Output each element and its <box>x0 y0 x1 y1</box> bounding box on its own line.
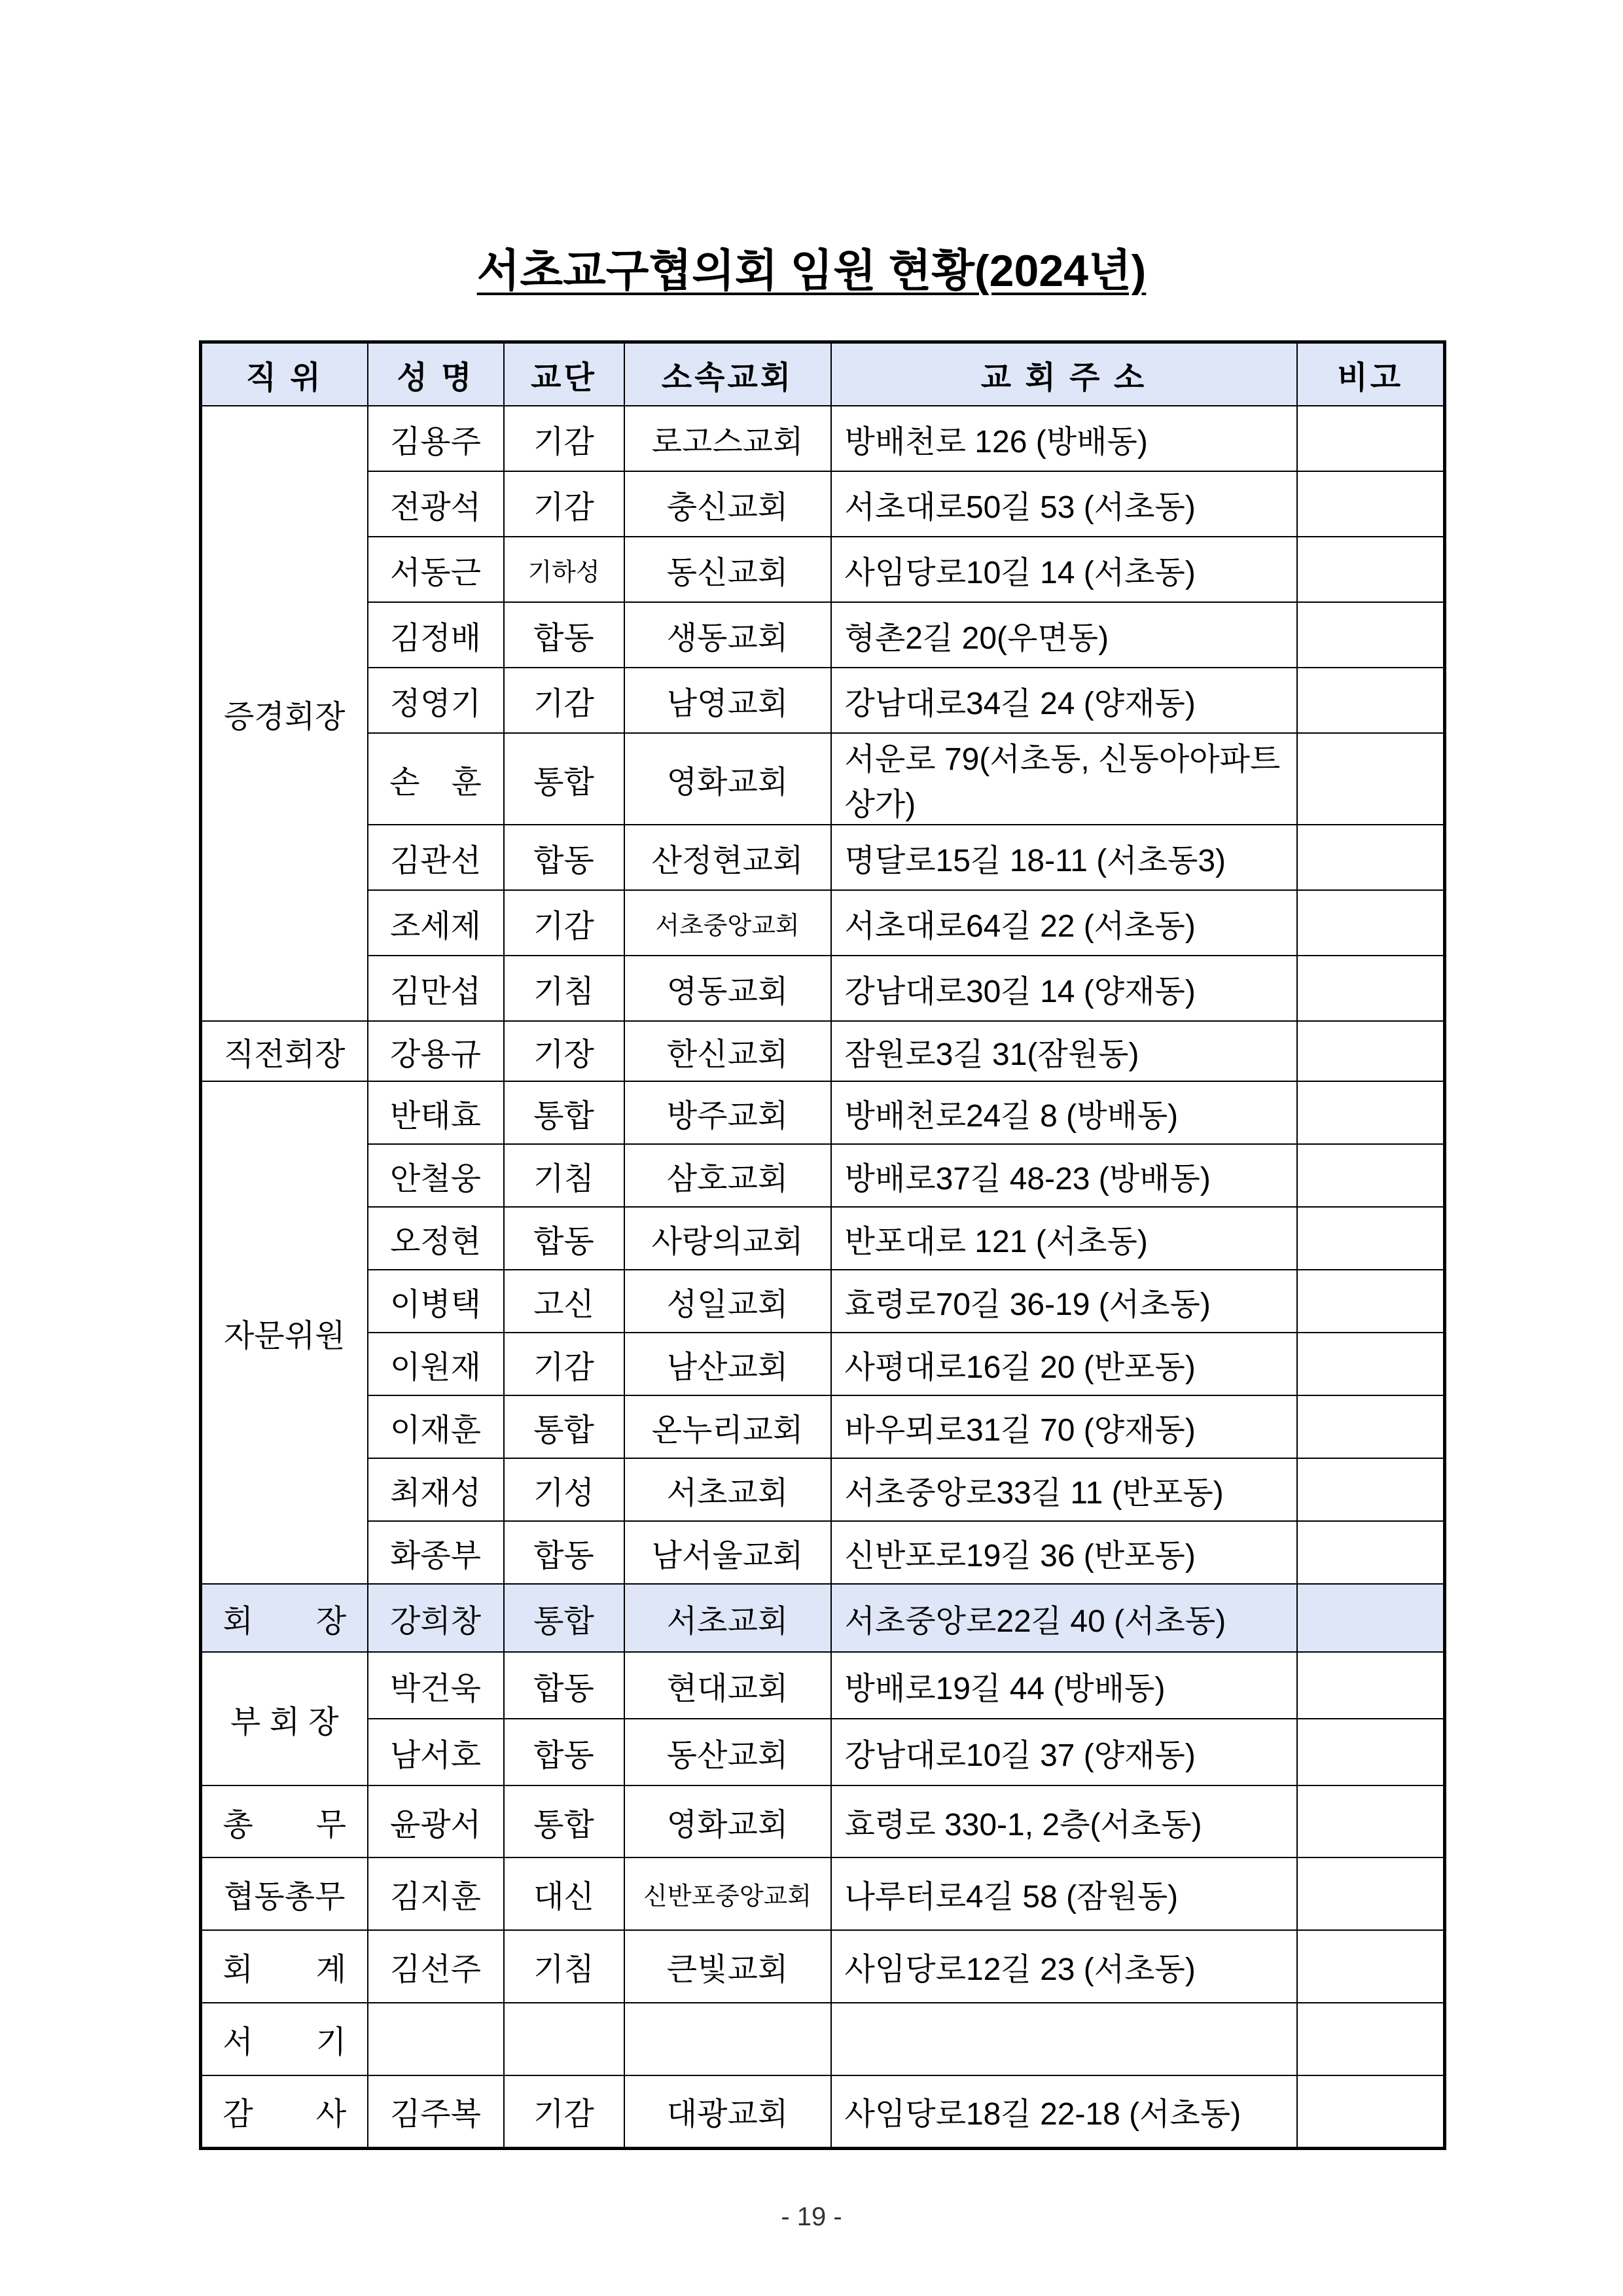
table-row <box>201 890 1445 956</box>
address-cell: 서초대로64길 22 (서초동) <box>831 890 1297 956</box>
church-cell <box>624 2003 831 2075</box>
table-row <box>201 1333 1445 1395</box>
position-cell: 부 회 장 <box>201 1652 368 1785</box>
note-cell <box>1297 2003 1445 2075</box>
name-cell: 남서호 <box>368 1719 504 1785</box>
address-cell <box>831 2003 1297 2075</box>
address-cell: 효령로 330-1, 2층(서초동) <box>831 1785 1297 1857</box>
denomination-cell: 합동 <box>504 1652 624 1719</box>
note-cell <box>1297 1270 1445 1333</box>
table-row <box>201 1521 1445 1584</box>
note-cell <box>1297 1144 1445 1207</box>
address-cell: 나루터로4길 58 (잠원동) <box>831 1857 1297 1930</box>
church-cell: 충신교회 <box>624 471 831 537</box>
denomination-cell <box>504 2003 624 2075</box>
note-cell <box>1297 1930 1445 2003</box>
denomination-cell: 기장 <box>504 1021 624 1081</box>
table-row <box>201 1652 1445 1719</box>
position-cell: 협동총무 <box>201 1857 368 1930</box>
note-cell <box>1297 1458 1445 1521</box>
position-cell: 자문위원 <box>201 1081 368 1584</box>
address-cell: 강남대로30길 14 (양재동) <box>831 956 1297 1021</box>
note-cell <box>1297 1785 1445 1857</box>
table-row <box>201 406 1445 471</box>
title-text: 서초교구협의회 임원 현황(2024년) <box>476 246 1147 296</box>
denomination-cell: 통합 <box>504 733 624 825</box>
church-cell: 남서울교회 <box>624 1521 831 1584</box>
denomination-cell: 기감 <box>504 2075 624 2148</box>
address-cell: 사임당로12길 23 (서초동) <box>831 1930 1297 2003</box>
note-cell <box>1297 956 1445 1021</box>
church-cell: 로고스교회 <box>624 406 831 471</box>
name-cell: 강희창 <box>368 1584 504 1652</box>
name-cell: 박건욱 <box>368 1652 504 1719</box>
church-cell: 사랑의교회 <box>624 1207 831 1270</box>
church-cell: 큰빛교회 <box>624 1930 831 2003</box>
denomination-cell: 합동 <box>504 825 624 890</box>
table-row <box>201 733 1445 825</box>
denomination-cell: 기감 <box>504 406 624 471</box>
denomination-cell: 기침 <box>504 1144 624 1207</box>
denomination-cell: 합동 <box>504 1521 624 1584</box>
church-cell: 남영교회 <box>624 668 831 733</box>
name-cell: 김관선 <box>368 825 504 890</box>
church-cell: 서초중앙교회 <box>624 890 831 956</box>
denomination-cell: 통합 <box>504 1081 624 1144</box>
address-cell: 잠원로3길 31(잠원동) <box>831 1021 1297 1081</box>
name-cell: 전광석 <box>368 471 504 537</box>
table-row <box>201 1785 1445 1857</box>
officers-table <box>199 340 1446 2150</box>
church-cell: 동산교회 <box>624 1719 831 1785</box>
note-cell <box>1297 471 1445 537</box>
note-cell <box>1297 1081 1445 1144</box>
header-denomination: 교단 <box>504 342 624 406</box>
note-cell <box>1297 2075 1445 2148</box>
note-cell <box>1297 406 1445 471</box>
address-cell: 효령로70길 36-19 (서초동) <box>831 1270 1297 1333</box>
name-cell: 김주복 <box>368 2075 504 2148</box>
note-cell <box>1297 1857 1445 1930</box>
header-name: 성 명 <box>368 342 504 406</box>
table-row <box>201 1584 1445 1652</box>
table-row <box>201 1458 1445 1521</box>
address-cell: 서초중앙로22길 40 (서초동) <box>831 1584 1297 1652</box>
address-cell: 명달로15길 18-11 (서초동3) <box>831 825 1297 890</box>
address-cell: 사평대로16길 20 (반포동) <box>831 1333 1297 1395</box>
position-cell: 회 계 <box>201 1930 368 2003</box>
table-row <box>201 2075 1445 2148</box>
address-cell: 방배천로24길 8 (방배동) <box>831 1081 1297 1144</box>
address-cell: 서초대로50길 53 (서초동) <box>831 471 1297 537</box>
address-cell: 방배로37길 48-23 (방배동) <box>831 1144 1297 1207</box>
denomination-cell: 합동 <box>504 1719 624 1785</box>
note-cell <box>1297 1207 1445 1270</box>
position-cell: 서 기 <box>201 2003 368 2075</box>
header-church: 소속교회 <box>624 342 831 406</box>
table-row <box>201 1081 1445 1144</box>
name-cell: 이병택 <box>368 1270 504 1333</box>
denomination-cell: 통합 <box>504 1584 624 1652</box>
name-cell: 안철웅 <box>368 1144 504 1207</box>
table-row <box>201 1270 1445 1333</box>
table-row <box>201 1719 1445 1785</box>
note-cell <box>1297 602 1445 668</box>
note-cell <box>1297 733 1445 825</box>
header-note: 비고 <box>1297 342 1445 406</box>
position-cell: 직전회장 <box>201 1021 368 1081</box>
church-cell: 삼호교회 <box>624 1144 831 1207</box>
church-cell: 성일교회 <box>624 1270 831 1333</box>
page-number: - 19 - <box>781 2202 842 2231</box>
position-cell: 회 장 <box>201 1584 368 1652</box>
name-cell: 김지훈 <box>368 1857 504 1930</box>
table-row <box>201 668 1445 733</box>
name-cell: 정영기 <box>368 668 504 733</box>
address-cell: 형촌2길 20(우면동) <box>831 602 1297 668</box>
address-cell: 강남대로34길 24 (양재동) <box>831 668 1297 733</box>
name-cell: 이원재 <box>368 1333 504 1395</box>
name-cell: 강용규 <box>368 1021 504 1081</box>
church-cell: 남산교회 <box>624 1333 831 1395</box>
church-cell: 영화교회 <box>624 1785 831 1857</box>
denomination-cell: 합동 <box>504 602 624 668</box>
name-cell: 화종부 <box>368 1521 504 1584</box>
church-cell: 생동교회 <box>624 602 831 668</box>
table-body <box>201 406 1445 2148</box>
address-cell: 서초중앙로33길 11 (반포동) <box>831 1458 1297 1521</box>
note-cell <box>1297 825 1445 890</box>
denomination-cell: 기성 <box>504 1458 624 1521</box>
name-cell: 김만섭 <box>368 956 504 1021</box>
name-cell: 김용주 <box>368 406 504 471</box>
note-cell <box>1297 1395 1445 1458</box>
denomination-cell: 기침 <box>504 1930 624 2003</box>
denomination-cell: 통합 <box>504 1395 624 1458</box>
church-cell: 영동교회 <box>624 956 831 1021</box>
note-cell <box>1297 1021 1445 1081</box>
denomination-cell: 통합 <box>504 1785 624 1857</box>
address-cell: 바우뫼로31길 70 (양재동) <box>831 1395 1297 1458</box>
name-cell: 반태효 <box>368 1081 504 1144</box>
denomination-cell: 대신 <box>504 1857 624 1930</box>
denomination-cell: 기감 <box>504 471 624 537</box>
position-cell: 총 무 <box>201 1785 368 1857</box>
denomination-cell: 고신 <box>504 1270 624 1333</box>
table-row <box>201 471 1445 537</box>
name-cell: 이재훈 <box>368 1395 504 1458</box>
table-row <box>201 537 1445 602</box>
note-cell <box>1297 668 1445 733</box>
church-cell: 신반포중앙교회 <box>624 1857 831 1930</box>
church-cell: 영화교회 <box>624 733 831 825</box>
church-cell: 한신교회 <box>624 1021 831 1081</box>
denomination-cell: 기감 <box>504 1333 624 1395</box>
address-cell: 신반포로19길 36 (반포동) <box>831 1521 1297 1584</box>
address-cell: 사임당로10길 14 (서초동) <box>831 537 1297 602</box>
church-cell: 서초교회 <box>624 1458 831 1521</box>
name-cell: 김선주 <box>368 1930 504 2003</box>
note-cell <box>1297 1333 1445 1395</box>
name-cell: 조세제 <box>368 890 504 956</box>
address-cell: 서운로 79(서초동, 신동아아파트상가) <box>831 733 1297 825</box>
name-cell: 서동근 <box>368 537 504 602</box>
church-cell: 온누리교회 <box>624 1395 831 1458</box>
note-cell <box>1297 1719 1445 1785</box>
table-row <box>201 1930 1445 2003</box>
denomination-cell: 기감 <box>504 668 624 733</box>
denomination-cell: 기감 <box>504 890 624 956</box>
church-cell: 서초교회 <box>624 1584 831 1652</box>
church-cell: 대광교회 <box>624 2075 831 2148</box>
name-cell: 최재성 <box>368 1458 504 1521</box>
position-cell: 증경회장 <box>201 406 368 1021</box>
denomination-cell: 기하성 <box>504 537 624 602</box>
table-row <box>201 825 1445 890</box>
table-row <box>201 1857 1445 1930</box>
table-row <box>201 956 1445 1021</box>
address-cell: 강남대로10길 37 (양재동) <box>831 1719 1297 1785</box>
note-cell <box>1297 1521 1445 1584</box>
note-cell <box>1297 1652 1445 1719</box>
position-cell: 감 사 <box>201 2075 368 2148</box>
name-cell <box>368 2003 504 2075</box>
table-row <box>201 1395 1445 1458</box>
address-cell: 사임당로18길 22-18 (서초동) <box>831 2075 1297 2148</box>
header-address: 교 회 주 소 <box>831 342 1297 406</box>
note-cell <box>1297 890 1445 956</box>
table-row <box>201 1144 1445 1207</box>
name-cell: 윤광서 <box>368 1785 504 1857</box>
note-cell <box>1297 537 1445 602</box>
table-row <box>201 602 1445 668</box>
church-cell: 산정현교회 <box>624 825 831 890</box>
note-cell <box>1297 1584 1445 1652</box>
denomination-cell: 기침 <box>504 956 624 1021</box>
name-cell: 손 훈 <box>368 733 504 825</box>
table-row <box>201 1021 1445 1081</box>
table-row <box>201 2003 1445 2075</box>
church-cell: 방주교회 <box>624 1081 831 1144</box>
header-position: 직 위 <box>201 342 368 406</box>
address-cell: 반포대로 121 (서초동) <box>831 1207 1297 1270</box>
name-cell: 오정현 <box>368 1207 504 1270</box>
table-header-row <box>201 342 1445 406</box>
page-title <box>0 236 1623 299</box>
name-cell: 김정배 <box>368 602 504 668</box>
denomination-cell: 합동 <box>504 1207 624 1270</box>
address-cell: 방배로19길 44 (방배동) <box>831 1652 1297 1719</box>
table-row <box>201 1207 1445 1270</box>
church-cell: 현대교회 <box>624 1652 831 1719</box>
address-cell: 방배천로 126 (방배동) <box>831 406 1297 471</box>
church-cell: 동신교회 <box>624 537 831 602</box>
